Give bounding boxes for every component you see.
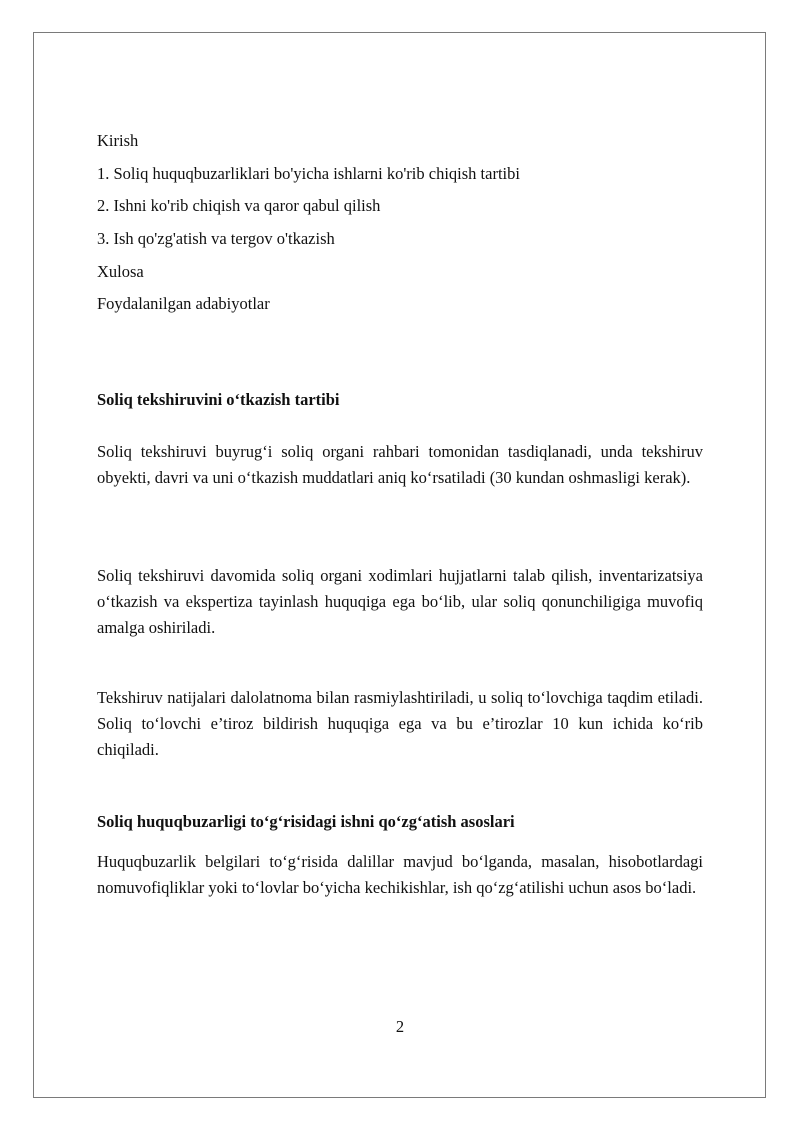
- paragraph: Huquqbuzarlik belgilari to‘g‘risida dalillar mavjud bo‘lganda, masalan, hisobotlardagi nomuvofiqliklar yoki to‘lovlar bo‘yicha kechikishlar, ish qo‘zg‘atilishi uchun asos bo‘ladi.: [97, 852, 703, 897]
- toc-item: 1. Soliq huquqbuzarliklari bo'yicha ishlarni ko'rib chiqish tartibi: [97, 163, 520, 183]
- page-number: 2: [395, 1017, 405, 1036]
- paragraph: Soliq tekshiruvi buyrug‘i soliq organi rahbari tomonidan tasdiqlanadi, unda tekshiruv obyekti, davri va uni o‘tkazish muddatlari aniq ko‘rsatiladi (30 kundan oshmasligi kerak).: [97, 442, 703, 487]
- toc-item: 3. Ish qo'zg'atish va tergov o'tkazish: [97, 229, 335, 249]
- toc-item: Kirish: [97, 131, 139, 150]
- section-heading: Soliq tekshiruvini o‘tkazish tartibi: [97, 390, 340, 409]
- toc-item: 2. Ishni ko'rib chiqish va qaror qabul qilish: [97, 196, 381, 216]
- toc-item: Foydalanilgan adabiyotlar: [97, 294, 270, 314]
- table-of-contents: [97, 128, 703, 324]
- paragraph: Soliq tekshiruvi davomida soliq organi xodimlari hujjatlarni talab qilish, inventarizatsiya o‘tkazish va ekspertiza tayinlash huquqiga ega bo‘lib, ular soliq qonunchiligiga muvofiq amalga oshiriladi.: [97, 566, 703, 637]
- paragraph: Tekshiruv natijalari dalolatnoma bilan rasmiylashtiriladi, u soliq to‘lovchiga taqdim etiladi. Soliq to‘lovchi e’tiroz bildirish huquqiga ega va bu e’tirozlar 10 kun ichida ko‘rib chiqiladi.: [97, 688, 703, 759]
- toc-item: Xulosa: [97, 261, 144, 281]
- section-heading: Soliq huquqbuzarligi to‘g‘risidagi ishni qo‘zg‘atish asoslari: [97, 812, 515, 831]
